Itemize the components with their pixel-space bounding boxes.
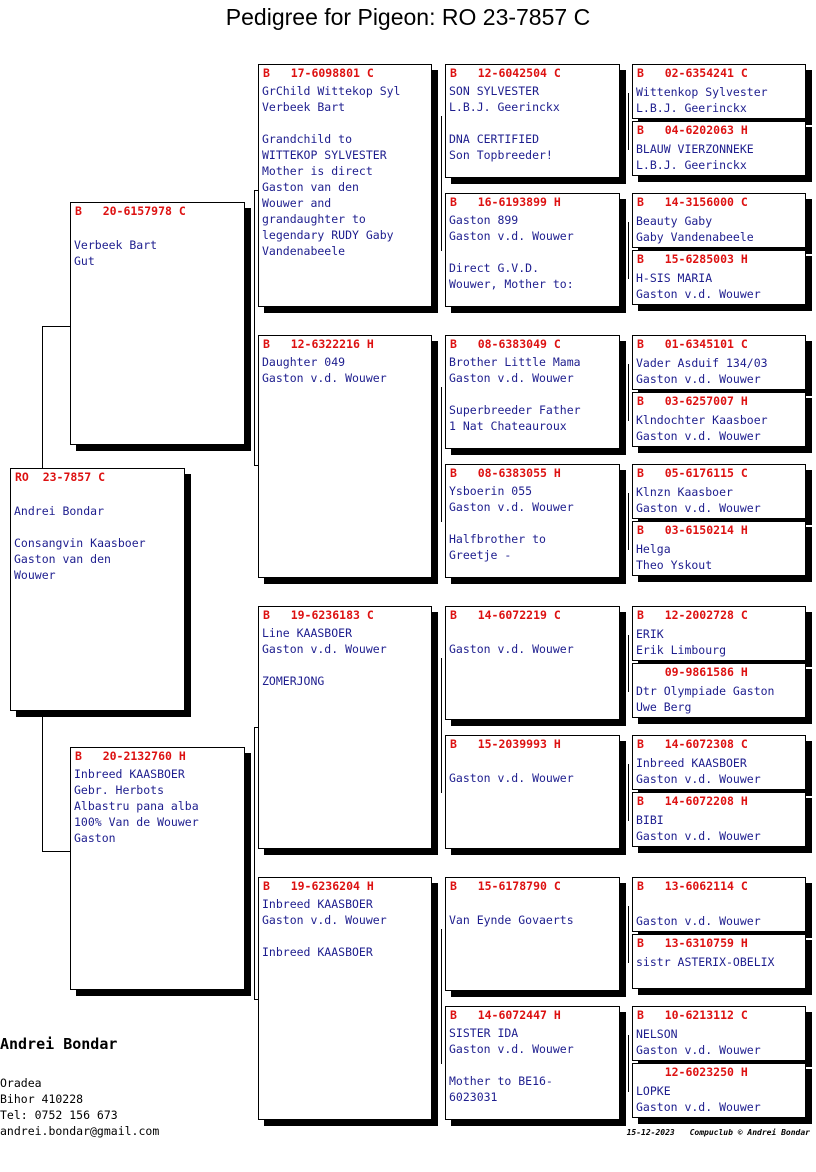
owner-contact: Oradea Bihor 410228 Tel: 0752 156 673 andrei.bondar@gmail.com	[0, 1076, 160, 1138]
pigeon-notes: Beauty Gaby Gaby Vandenabeele	[636, 214, 754, 244]
pigeon-notes: LOPKE Gaston v.d. Wouwer	[636, 1084, 761, 1114]
pigeon-notes: NELSON Gaston v.d. Wouwer	[636, 1027, 761, 1057]
great-grandparent-card	[445, 1006, 620, 1120]
ring-number: B 20-6157978 C	[75, 204, 186, 218]
pigeon-notes: Gaston v.d. Wouwer	[449, 642, 574, 656]
ancestor-card	[632, 663, 806, 718]
ancestor-card	[632, 392, 806, 447]
ring-number: B 14-6072447 H	[450, 1008, 561, 1022]
print-date: 15-12-2023	[626, 1128, 675, 1137]
ring-number: B 13-6310759 H	[637, 936, 748, 950]
ring-number: B 15-2039993 H	[450, 737, 561, 751]
pigeon-notes: Vader Asduif 134/03 Gaston v.d. Wouwer	[636, 356, 768, 386]
grandparent-card	[258, 606, 432, 849]
pigeon-notes: Line KAASBOER Gaston v.d. Wouwer ZOMERJONG	[262, 626, 387, 688]
ancestor-card	[632, 877, 806, 932]
ring-number: B 04-6202063 H	[637, 123, 748, 137]
pigeon-notes: Van Eynde Govaerts	[449, 913, 574, 927]
pigeon-notes: Gaston v.d. Wouwer	[636, 914, 761, 928]
pigeon-notes: H-SIS MARIA Gaston v.d. Wouwer	[636, 271, 761, 301]
father-card	[70, 202, 245, 445]
owner-name: Andrei Bondar	[0, 1035, 118, 1053]
ring-number: 09-9861586 H	[637, 665, 748, 679]
connector-line	[628, 1035, 629, 1092]
ring-number: B 15-6178790 C	[450, 879, 561, 893]
mother-card	[70, 747, 245, 990]
pigeon-notes: BIBI Gaston v.d. Wouwer	[636, 813, 761, 843]
ancestor-card	[632, 1063, 806, 1118]
ring-number: B 13-6062114 C	[637, 879, 748, 893]
connector-line	[254, 727, 255, 999]
pigeon-notes: ERIK Erik Limbourg	[636, 627, 727, 657]
ancestor-card	[632, 250, 806, 305]
pigeon-notes: Ysboerin 055 Gaston v.d. Wouwer Halfbrother to Greetje -	[449, 484, 574, 562]
great-grandparent-card	[445, 193, 620, 307]
connector-line	[42, 851, 70, 852]
grandparent-card	[258, 335, 432, 578]
ring-number: B 14-6072308 C	[637, 737, 748, 751]
connector-line	[628, 493, 629, 550]
ring-number: 12-6023250 H	[637, 1065, 748, 1079]
ring-number: B 08-6383049 C	[450, 337, 561, 351]
ring-number: B 14-6072219 C	[450, 608, 561, 622]
ancestor-card	[632, 64, 806, 119]
great-grandparent-card	[445, 606, 620, 720]
ancestor-card	[632, 464, 806, 519]
great-grandparent-card	[445, 335, 620, 449]
subject-pigeon-card	[10, 468, 185, 711]
pigeon-notes: SON SYLVESTER L.B.J. Geerinckx DNA CERTIFIED Son Topbreeder!	[449, 84, 560, 162]
ring-number: B 14-3156000 C	[637, 195, 748, 209]
pigeon-notes: Klndochter Kaasboer Gaston v.d. Wouwer	[636, 413, 768, 443]
great-grandparent-card	[445, 735, 620, 849]
ancestor-card	[632, 193, 806, 248]
pigeon-notes: Klnzn Kaasboer Gaston v.d. Wouwer	[636, 485, 761, 515]
connector-line	[441, 116, 442, 251]
ring-number: B 19-6236183 C	[263, 608, 374, 622]
ring-number: B 03-6150214 H	[637, 523, 748, 537]
ring-number: B 20-2132760 H	[75, 749, 186, 763]
ring-number: B 19-6236204 H	[263, 879, 374, 893]
pigeon-notes: Dtr Olympiade Gaston Uwe Berg	[636, 684, 775, 714]
pigeon-notes: Inbreed KAASBOER Gaston v.d. Wouwer Inbreed KAASBOER	[262, 897, 387, 959]
ancestor-card	[632, 735, 806, 790]
ring-number: B 12-2002728 C	[637, 608, 748, 622]
pigeon-notes: Andrei Bondar Consangvin Kaasboer Gaston van den Wouwer	[14, 504, 146, 582]
page-title: Pedigree for Pigeon: RO 23-7857 C	[225, 4, 591, 30]
pigeon-notes: BLAUW VIERZONNEKE L.B.J. Geerinckx	[636, 142, 754, 172]
pigeon-notes: Inbreed KAASBOER Gaston v.d. Wouwer	[636, 756, 761, 786]
pigeon-notes: Brother Little Mama Gaston v.d. Wouwer Superbreeder Father 1 Nat Chateauroux	[449, 355, 581, 433]
ring-number: B 14-6072208 H	[637, 794, 748, 808]
pigeon-notes: Helga Theo Yskout	[636, 542, 713, 572]
connector-line	[254, 190, 255, 465]
pigeon-notes: sistr ASTERIX-OBELIX	[636, 955, 775, 969]
ring-number: RO 23-7857 C	[15, 470, 106, 484]
connector-line	[42, 326, 70, 327]
software-credit: Compuclub © Andrei Bondar	[689, 1128, 810, 1137]
connector-line	[628, 93, 629, 150]
ring-number: B 08-6383055 H	[450, 466, 561, 480]
ring-number: B 12-6322216 H	[263, 337, 374, 351]
connector-line	[628, 222, 629, 279]
pigeon-notes: SISTER IDA Gaston v.d. Wouwer Mother to BE16- 6023031	[449, 1026, 574, 1104]
ring-number: B 10-6213112 C	[637, 1008, 748, 1022]
ancestor-card	[632, 521, 806, 576]
ancestor-card	[632, 335, 806, 390]
ring-number: B 01-6345101 C	[637, 337, 748, 351]
ring-number: B 03-6257007 H	[637, 394, 748, 408]
ancestor-card	[632, 1006, 806, 1061]
connector-line	[628, 906, 629, 963]
ancestor-card	[632, 121, 806, 176]
ring-number: B 17-6098801 C	[263, 66, 374, 80]
great-grandparent-card	[445, 464, 620, 578]
connector-line	[628, 364, 629, 421]
connector-line	[441, 387, 442, 522]
ring-number: B 02-6354241 C	[637, 66, 748, 80]
footer	[617, 1128, 810, 1137]
pigeon-notes: Inbreed KAASBOER Gebr. Herbots Albastru pana alba 100% Van de Wouwer Gaston	[74, 767, 199, 845]
ring-number: B 12-6042504 C	[450, 66, 561, 80]
grandparent-card	[258, 64, 432, 307]
connector-line	[441, 929, 442, 1064]
great-grandparent-card	[445, 877, 620, 991]
connector-line	[441, 658, 442, 793]
connector-line	[628, 635, 629, 692]
grandparent-card	[258, 877, 432, 1120]
ring-number: B 05-6176115 C	[637, 466, 748, 480]
connector-line	[42, 326, 43, 468]
pigeon-notes: GrChild Wittekop Syl Verbeek Bart Grandchild to WITTEKOP SYLVESTER Mother is direct Gaston van den Wouwer and grandaughter to legendary RUDY Gaby Vandenabeele	[262, 84, 401, 258]
pigeon-notes: Wittenkop Sylvester L.B.J. Geerinckx	[636, 85, 768, 115]
ancestor-card	[632, 792, 806, 847]
pigeon-notes: Gaston v.d. Wouwer	[449, 771, 574, 785]
connector-line	[42, 712, 43, 851]
ring-number: B 16-6193899 H	[450, 195, 561, 209]
pigeon-notes: Verbeek Bart Gut	[74, 238, 158, 268]
great-grandparent-card	[445, 64, 620, 178]
pigeon-notes: Daughter 049 Gaston v.d. Wouwer	[262, 355, 387, 385]
connector-line	[628, 764, 629, 821]
pigeon-notes: Gaston 899 Gaston v.d. Wouwer Direct G.V.D. Wouwer, Mother to:	[449, 213, 574, 291]
ancestor-card	[632, 606, 806, 661]
ring-number: B 15-6285003 H	[637, 252, 748, 266]
ancestor-card	[632, 934, 806, 989]
